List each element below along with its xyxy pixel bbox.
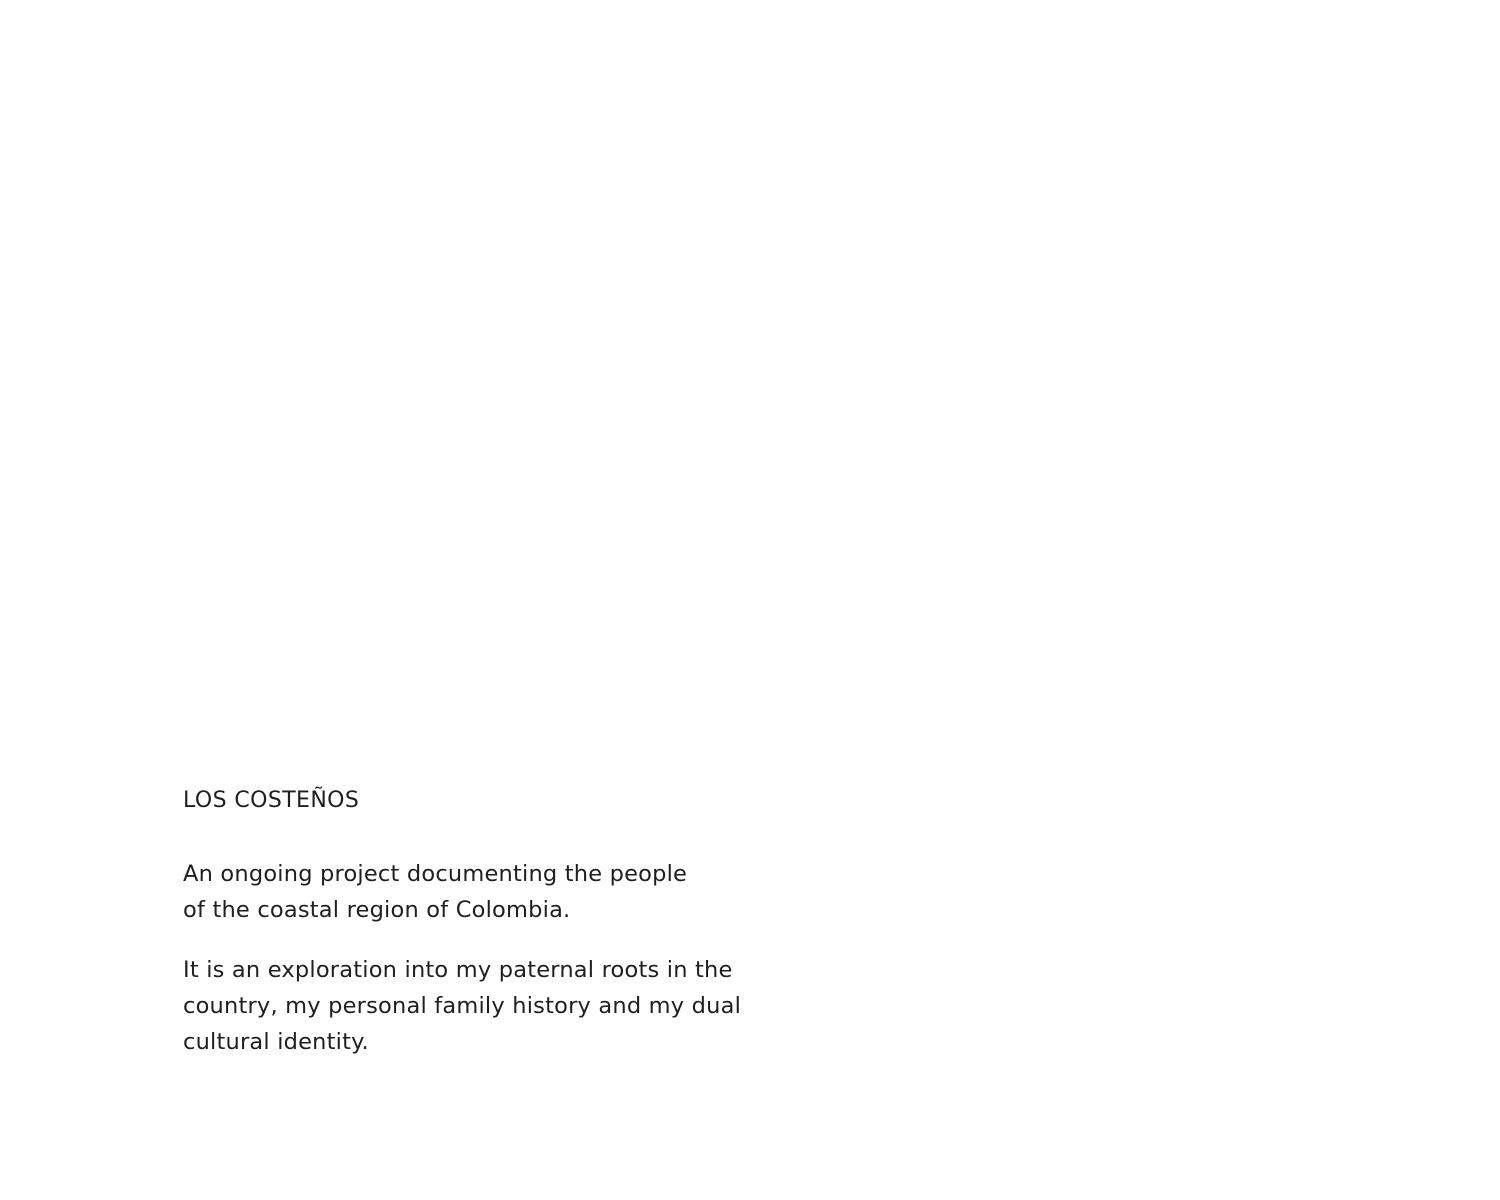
project-description-block xyxy=(183,786,783,1060)
project-title: LOS COSTEÑOS xyxy=(183,788,360,813)
paragraph-line: An ongoing project documenting the people xyxy=(183,861,688,887)
description-paragraph-2 xyxy=(183,952,783,1060)
paragraph-line: cultural identity. xyxy=(183,1029,369,1055)
description-paragraph-1 xyxy=(183,856,783,928)
paragraph-line: country, my personal family history and my dual xyxy=(183,993,742,1019)
paragraph-line: It is an exploration into my paternal roots in the xyxy=(183,957,733,983)
paragraph-line: of the coastal region of Colombia. xyxy=(183,897,571,923)
